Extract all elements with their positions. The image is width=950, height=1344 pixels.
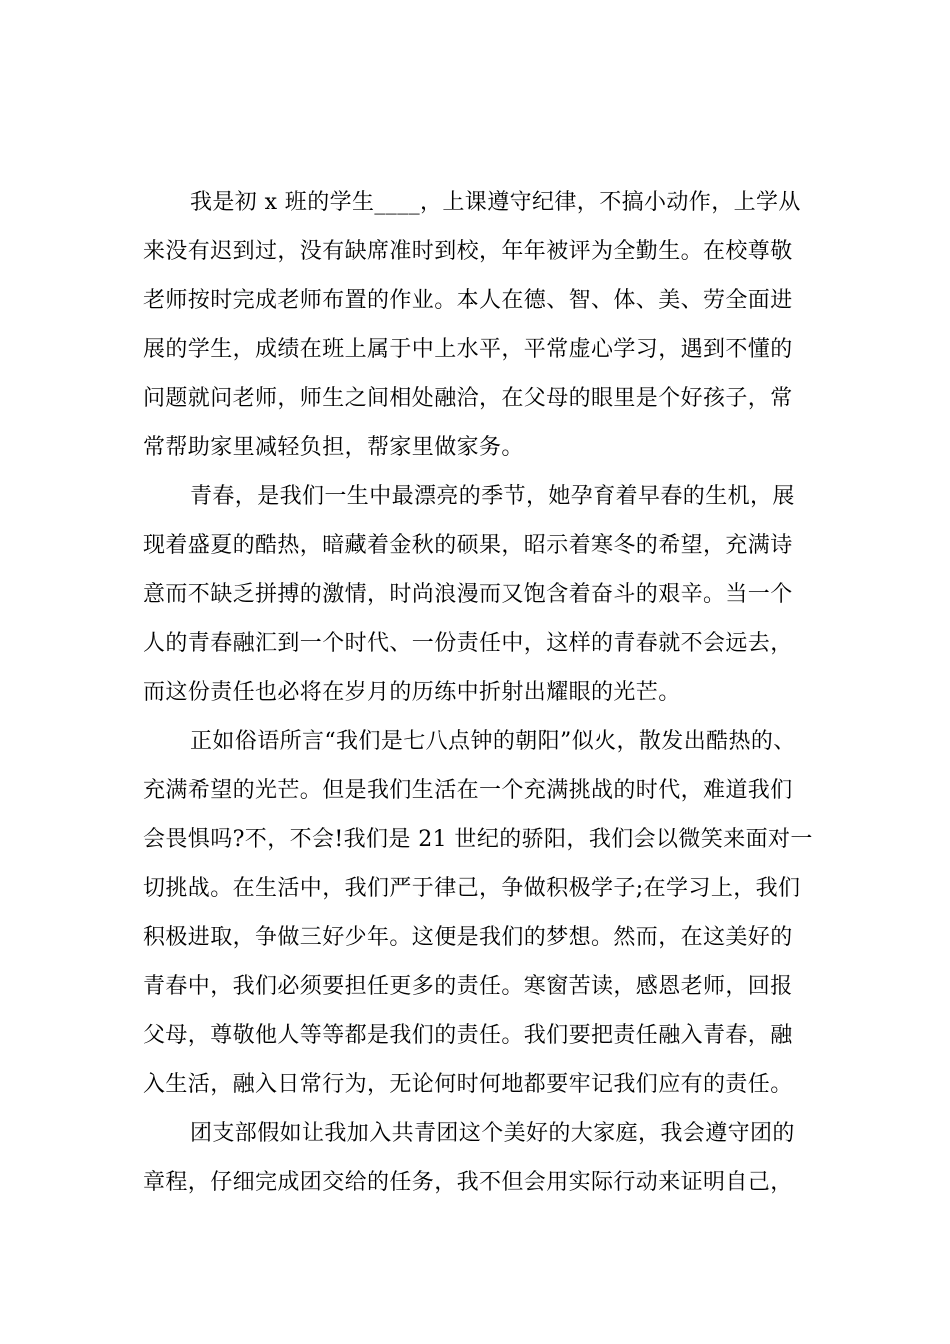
text-line: 充满希望的光芒。但是我们生活在一个充满挑战的时代，难道我们 (143, 778, 793, 803)
text-line: 来没有迟到过，没有缺席准时到校，年年被评为全勤生。在校尊敬 (143, 239, 793, 264)
text-line: 常帮助家里减轻负担，帮家里做家务。 (143, 435, 524, 460)
text-line: 现着盛夏的酷热，暗藏着金秋的硕果，昭示着寒冬的希望，充满诗 (143, 533, 793, 558)
text-line: 会畏惧吗?不，不会!我们是 21 世纪的骄阳，我们会以微笑来面对一 (143, 827, 813, 852)
text-line: 意而不缺乏拼搏的激情，时尚浪漫而又饱含着奋斗的艰辛。当一个 (143, 582, 793, 607)
text-line: 切挑战。在生活中，我们严于律己，争做积极学子;在学习上，我们 (143, 876, 801, 901)
text-line: 入生活，融入日常行为，无论何时何地都要牢记我们应有的责任。 (143, 1072, 793, 1097)
text-line: 青春，是我们一生中最漂亮的季节，她孕育着早春的生机，展 (190, 484, 795, 509)
paragraph (143, 472, 823, 717)
document-body (143, 178, 823, 1207)
text-line: 老师按时完成老师布置的作业。本人在德、智、体、美、劳全面进 (143, 288, 793, 313)
text-line: 父母，尊敬他人等等都是我们的责任。我们要把责任融入青春，融 (143, 1023, 793, 1048)
text-line: 章程，仔细完成团交给的任务，我不但会用实际行动来证明自己， (143, 1170, 793, 1195)
paragraph (143, 717, 823, 1109)
text-line: 团支部假如让我加入共青团这个美好的大家庭，我会遵守团的 (190, 1121, 795, 1146)
text-line: 问题就问老师，师生之间相处融洽，在父母的眼里是个好孩子，常 (143, 386, 793, 411)
text-line: 正如俗语所言“我们是七八点钟的朝阳”似火，散发出酷热的、 (190, 729, 796, 754)
text-line: 青春中，我们必须要担任更多的责任。寒窗苦读，感恩老师，回报 (143, 974, 793, 999)
text-line: 而这份责任也必将在岁月的历练中折射出耀眼的光芒。 (143, 680, 681, 705)
text-line: 积极进取，争做三好少年。这便是我们的梦想。然而，在这美好的 (143, 925, 793, 950)
text-line: 我是初 x 班的学生____，上课遵守纪律，不搞小动作，上学从 (190, 190, 801, 215)
text-line: 展的学生，成绩在班上属于中上水平，平常虚心学习，遇到不懂的 (143, 337, 793, 362)
paragraph (143, 178, 823, 472)
text-line: 人的青春融汇到一个时代、一份责任中，这样的青春就不会远去， (143, 631, 793, 656)
paragraph (143, 1109, 823, 1207)
